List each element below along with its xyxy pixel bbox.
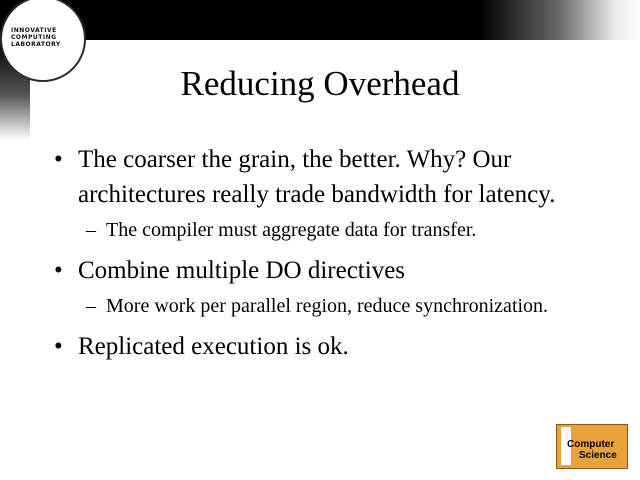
bullet-icon: •: [54, 333, 63, 360]
header-band: [0, 0, 640, 40]
bullet-text: Replicated execution is ok.: [78, 333, 349, 360]
cs-logo-line: Science: [579, 450, 617, 461]
sub-bullet-text: More work per parallel region, reduce synchronization.: [106, 295, 549, 317]
cs-logo-text: [567, 439, 617, 461]
bullet-item: [52, 329, 612, 364]
bullet-list: [52, 142, 612, 364]
bullet-text: Combine multiple DO directives: [78, 257, 406, 284]
computer-science-logo: [556, 424, 628, 469]
dash-icon: –: [86, 295, 96, 317]
sub-bullet-item: [52, 294, 612, 319]
logo-line: COMPUTING: [11, 34, 57, 41]
bullet-text: The coarser the grain, the better. Why? Our architectures really trade bandwidth for latency.: [78, 146, 556, 208]
icl-logo-text: [11, 27, 81, 48]
cs-logo-line: Computer: [567, 439, 615, 450]
bullet-item: [52, 253, 612, 288]
logo-line: LABORATORY: [11, 41, 61, 48]
sub-bullet-text: The compiler must aggregate data for transfer.: [106, 219, 477, 241]
dash-icon: –: [86, 219, 96, 241]
bullet-icon: •: [54, 146, 63, 173]
slide-title: Reducing Overhead: [180, 64, 460, 103]
logo-line: INNOVATIVE: [11, 27, 57, 34]
bullet-item: [52, 142, 612, 212]
bullet-icon: •: [54, 257, 63, 284]
sub-bullet-item: [52, 218, 612, 243]
